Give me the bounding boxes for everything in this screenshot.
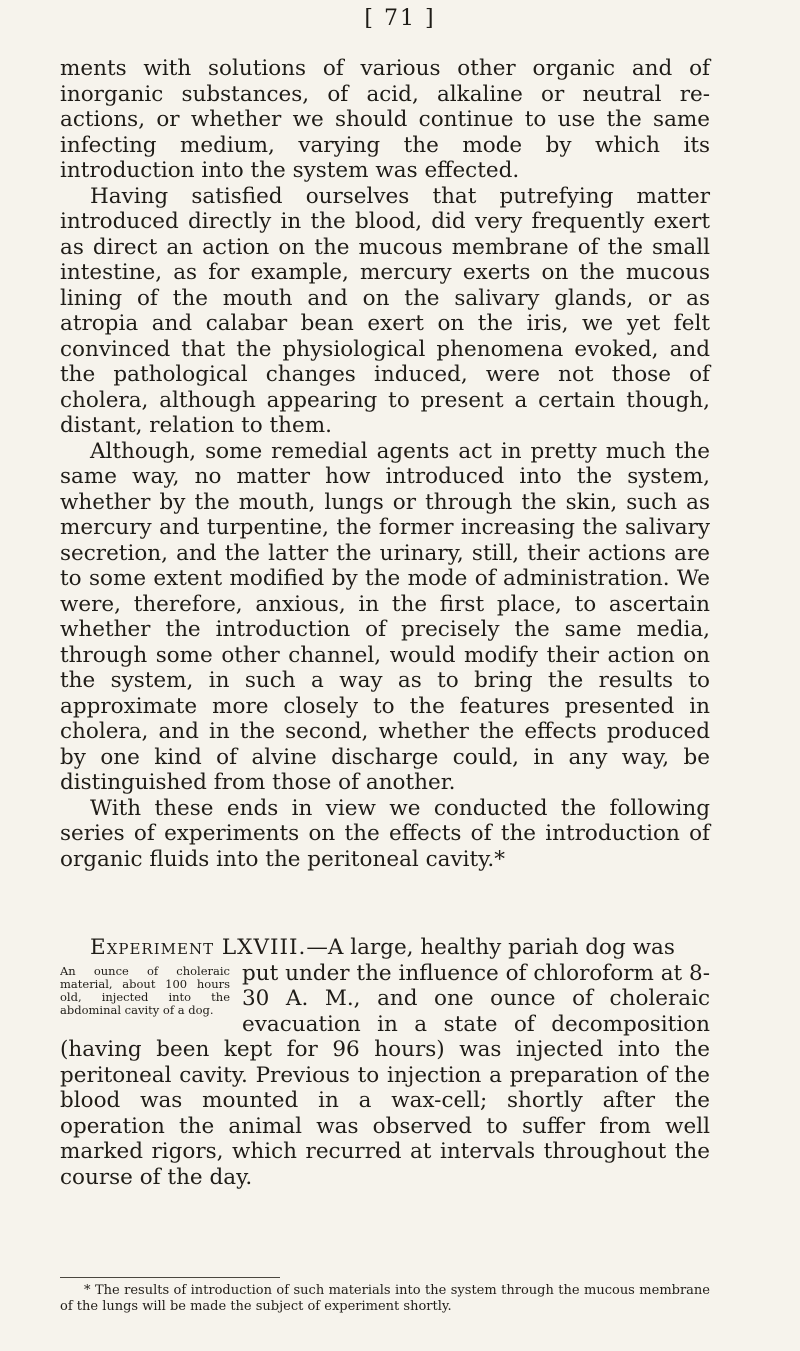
footnote-rule [60, 1277, 280, 1278]
body-text [60, 56, 710, 872]
experiment-section [60, 935, 710, 1190]
marginal-note: An ounce of choleraic material, about 100 hours old, injected into the abdominal cavity of a dog. [60, 963, 230, 1017]
experiment-heading-line [60, 935, 710, 961]
footnote: * The results of introduction of such materials into the system through the mucous membrane of the lungs will be made the subject of experiment shortly. [60, 1283, 710, 1314]
paragraph: Having satisfied ourselves that putrefying matter introduced directly in the blood, did very frequently exert as direct an action on the mucous membrane of the small intestine, as for example, mercury exerts on the mucous lining of the mouth and on the salivary glands, or as atropia and calabar bean exert on the iris, we yet felt convinced that the physiological phenomena evoked, and the pathological changes induced, were not those of cholera, although appearing to present a certain though, distant, relation to them. [60, 183, 710, 438]
experiment-body-wrap [60, 961, 710, 1191]
page-number: [ 71 ] [364, 6, 436, 31]
experiment-title: Experiment LXVIII. [90, 935, 307, 960]
paragraph-continuation: ments with solutions of various other organic and of inorganic substances, of acid, alkaline or neutral re-actions, or whether we should continue to use the same infecting medium, varying the mode by which its introduction into the system was effected. [60, 56, 710, 183]
paragraph: With these ends in view we conducted the following series of experiments on the effects of the introduction of organic fluids into the peritoneal cavity.* [60, 795, 710, 872]
experiment-head-text: —A large, healthy pariah dog was [306, 935, 675, 960]
paragraph: Although, some remedial agents act in pretty much the same way, no matter how introduced into the system, whether by the mouth, lungs or through the skin, such as mercury and turpentine, the former increasing the salivary secretion, and the latter the urinary, still, their actions are to some extent modified by the mode of administration. We were, therefore, anxious, in the first place, to ascertain whether the introduction of precisely the same media, through some other channel, would modify their action on the system, in such a way as to bring the results to approximate more closely to the features presented in cholera, and in the second, whether the effects produced by one kind of alvine discharge could, in any way, be distinguished from those of another. [60, 438, 710, 795]
experiment-body: put under the influence of chloroform at 8-30 A. M., and one ounce of choleraic evacuation in a state of decomposition (having been kept for 96 hours) was injected into the peritoneal cavity. Previous to injection a preparation of the blood was mounted in a wax-cell; shortly after the operation the animal was observed to suffer from well marked rigors, which recurred at intervals throughout the course of the day. [60, 960, 710, 1190]
